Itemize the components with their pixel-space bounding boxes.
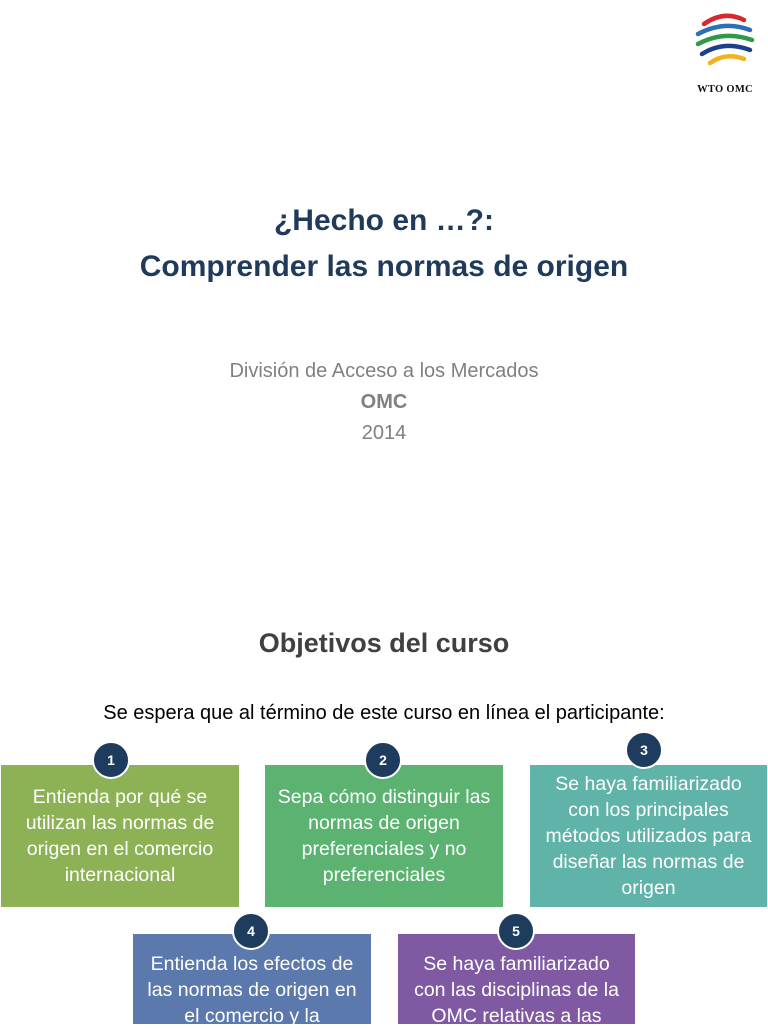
objective-number-badge-4: 4 — [232, 912, 270, 950]
wto-logo-icon — [692, 8, 758, 70]
objective-number-badge-5: 5 — [497, 912, 535, 950]
wto-logo-text: WTO OMC — [697, 84, 753, 95]
wto-logo — [688, 8, 764, 95]
subtitle-block — [0, 356, 768, 449]
year: 2014 — [361, 422, 407, 444]
objective-text-1: Entienda por qué se utilizan las normas de origen en el comercio internacional — [25, 786, 215, 886]
objectives-intro: Se espera que al término de este curso en línea el participante: — [103, 702, 665, 724]
objective-text-3: Se haya familiarizado con los principales métodos utilizados para diseñar las normas de origen — [545, 773, 752, 899]
objective-card-3 — [530, 765, 767, 907]
page-title — [0, 198, 768, 290]
objective-number-badge-2: 2 — [364, 741, 402, 779]
title-line-1: ¿Hecho en …?: — [273, 204, 494, 237]
objective-number-badge-3: 3 — [625, 731, 663, 769]
objectives-heading: Objetivos del curso — [258, 628, 510, 658]
organization-name: OMC — [360, 391, 408, 413]
title-line-2: Comprender las normas de origen — [139, 250, 629, 283]
division-name: División de Acceso a los Mercados — [229, 360, 539, 382]
objective-text-5: Se haya familiarizado con las disciplinas de la OMC relativas a las — [414, 953, 619, 1027]
objective-text-4: Entienda los efectos de las normas de origen en el comercio y la — [147, 953, 357, 1027]
objective-card-1 — [1, 765, 239, 907]
objective-card-2 — [265, 765, 503, 907]
objective-number-badge-1: 1 — [92, 741, 130, 779]
objective-text-2: Sepa cómo distinguir las normas de origen preferenciales y no preferenciales — [277, 786, 491, 886]
